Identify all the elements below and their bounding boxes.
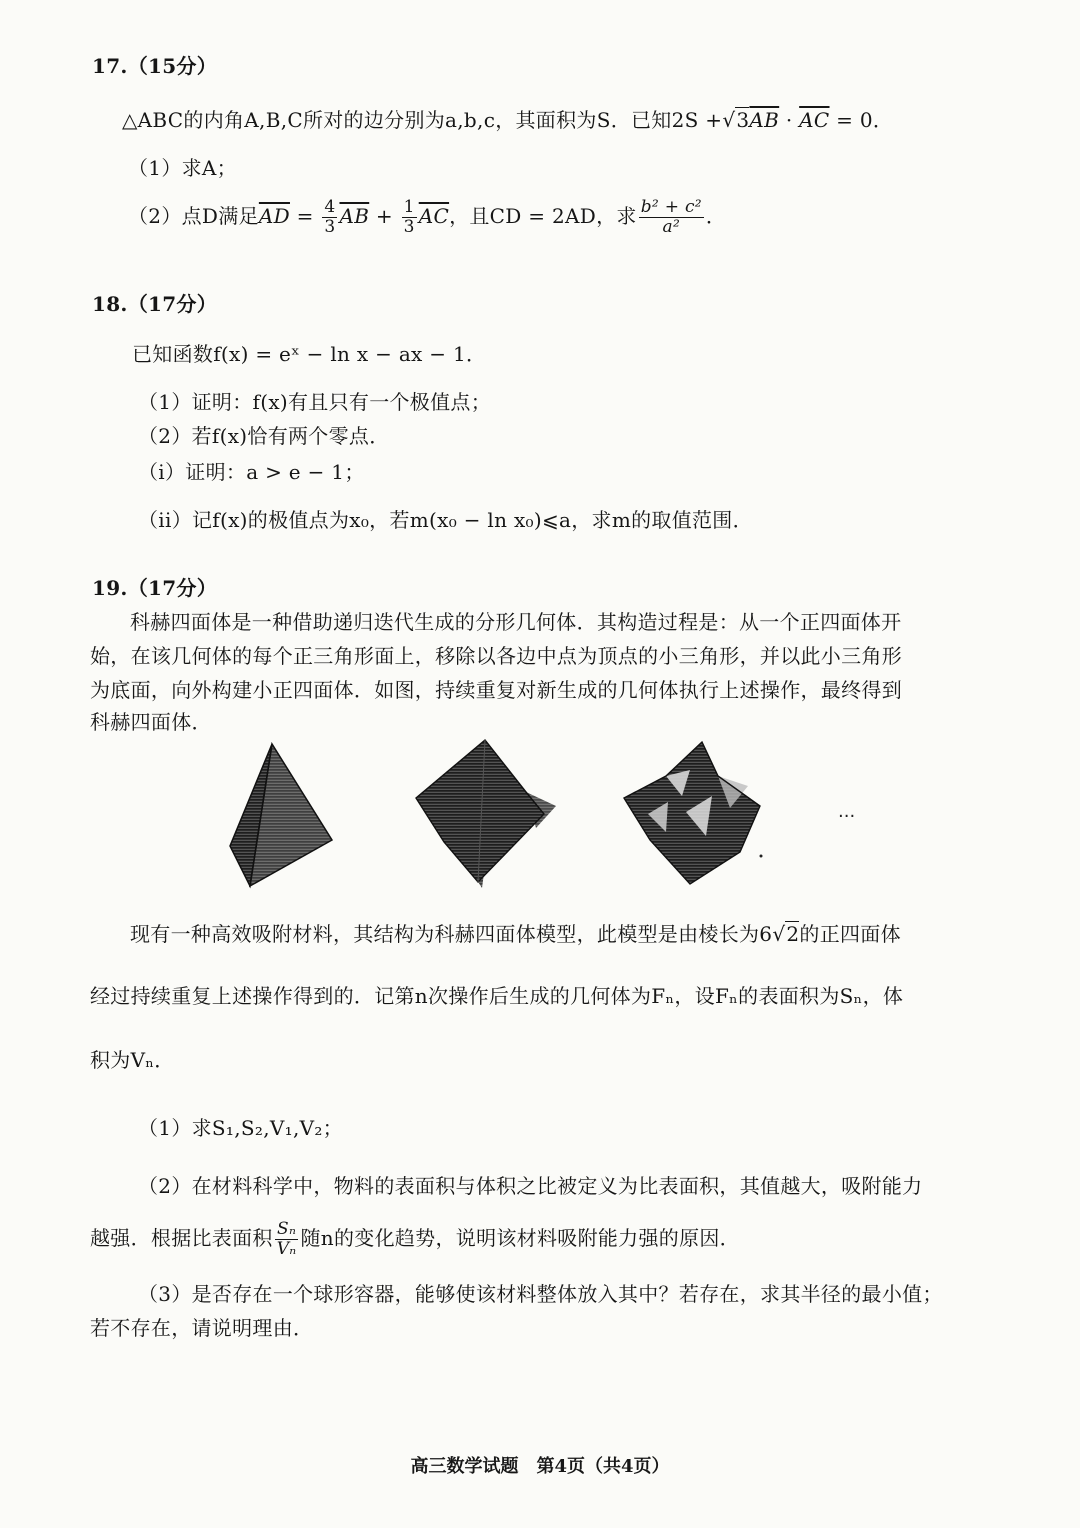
q17-part2: （2）点D满足$\overline{AD}$ = $\frac{4}{3}$ $\overline{AB}$ + $\frac{1}{3}$ $\overline{AC}$，且CD = 2AD，求 $\frac{\text{b² + c²}}{\text{a²}}$ ． [128, 197, 727, 237]
q19-intro-line4: 科赫四面体． [90, 710, 212, 734]
q19-intro-line1: 科赫四面体是一种借助递归迭代生成的分形几何体．其构造过程是：从一个正四面体开 [130, 610, 902, 634]
q19-header: 19.（17分） [92, 576, 218, 600]
q19-intro-line2: 始，在该几何体的每个正三角形面上，移除以各边中点为顶点的小三角形，并以此小三角形 [90, 644, 902, 668]
q18-part2-i: （i）证明：a > e − 1； [138, 460, 365, 484]
q19-material-line3: 积为Vₙ． [90, 1048, 175, 1072]
fraction-4-3: $\frac{4}{3}$ [324, 197, 336, 237]
tetrahedron-iteration-2 [624, 742, 763, 884]
q18-stem: 已知函数f(x) = eˣ − ln x − ax − 1． [132, 342, 487, 366]
q17-header: 17.（15分） [92, 54, 218, 78]
koch-tetrahedron-figures [220, 736, 880, 896]
q17-stem: △ABC的内角A,B,C所对的边分别为a,b,c，其面积为S．已知$2S +√3\overline{AB} \cdot \overline{AC} = 0$． [122, 108, 894, 132]
q18-part1: （1）证明：f(x)有且只有一个极值点； [138, 390, 492, 414]
q19-part2-line1: （2）在材料科学中，物料的表面积与体积之比被定义为比表面积，其值越大，吸附能力 [138, 1174, 923, 1198]
q19-intro-line3: 为底面，向外构建小正四面体．如图，持续重复对新生成的几何体执行上述操作，最终得到 [90, 678, 902, 702]
figure-ellipsis: ··· [838, 806, 856, 827]
fraction-b2c2-a2: $\frac{\text{b² + c²}}{\text{a²}}$ [640, 197, 702, 237]
fraction-Sn-Vn: $\frac{\text{Sₙ}}{\text{Vₙ}}$ [276, 1219, 297, 1259]
tetrahedron-iteration-0 [230, 744, 332, 886]
q19-part3-line2: 若不存在，请说明理由． [90, 1316, 314, 1340]
fraction-1-3: $\frac{1}{3}$ [403, 197, 415, 237]
page-footer: 高三数学试题 第4页（共4页） [410, 1456, 670, 1477]
q18-part2-ii: （ii）记f(x)的极值点为x₀，若m(x₀ − ln x₀)⩽a，求m的取值范围． [138, 508, 753, 532]
q19-material-line1: 现有一种高效吸附材料，其结构为科赫四面体模型，此模型是由棱长为6√2的正四面体 [130, 922, 901, 946]
q18-header: 18.（17分） [92, 292, 218, 316]
q19-part2-line2: 越强．根据比表面积 $\frac{\text{Sₙ}}{\text{Vₙ}}$ 随n的变化趋势，说明该材料吸附能力强的原因． [90, 1219, 740, 1259]
q18-part2: （2）若f(x)恰有两个零点． [138, 424, 390, 448]
q19-material-line2: 经过持续重复上述操作得到的．记第n次操作后生成的几何体为Fₙ，设Fₙ的表面积为Sₙ，体 [90, 984, 904, 1008]
tetrahedron-iteration-1 [416, 740, 556, 888]
q19-part3-line1: （3）是否存在一个球形容器，能够使该材料整体放入其中？若存在，求其半径的最小值； [138, 1282, 943, 1306]
q19-part1: （1）求S₁,S₂,V₁,V₂； [138, 1116, 343, 1140]
q17-part1: （1）求A； [128, 156, 237, 180]
